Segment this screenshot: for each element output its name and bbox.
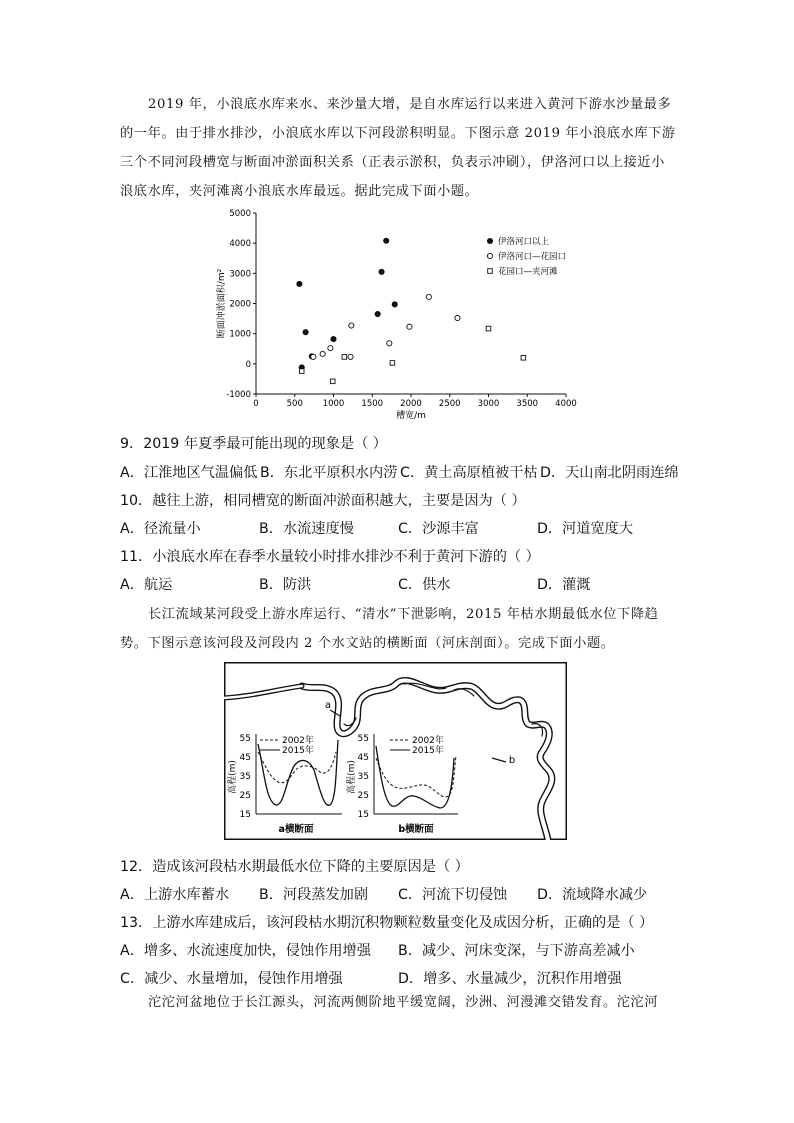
intro-line: 长江流域某河段受上游水库运行、“清水”下泄影响，2015 年枯水期最低水位下降趋 <box>148 607 659 622</box>
legend-label: 花园口—夹河滩 <box>498 267 558 278</box>
y-tick-label: 4000 <box>229 239 251 250</box>
legend-2015-label: 2015年 <box>412 746 444 756</box>
data-point <box>299 369 304 374</box>
q11-option-a[interactable]: A．航运 <box>120 577 173 593</box>
data-point <box>407 324 412 329</box>
panel-b-ylabel: 高程(m) <box>347 760 357 794</box>
chart-legend <box>487 236 566 277</box>
legend-marker <box>487 253 492 258</box>
panel-b-title: b横断面 <box>398 824 434 835</box>
data-point <box>486 326 491 331</box>
data-point <box>348 354 353 359</box>
data-point <box>390 361 395 366</box>
x-tick-label: 3500 <box>516 399 539 409</box>
data-point <box>330 379 335 384</box>
legend-marker <box>488 269 493 274</box>
panel-b-ytick: 25 <box>357 791 369 801</box>
data-point <box>297 281 302 286</box>
intro-line: 三个不同河段槽宽与断面冲淤面积关系（正表示淤积，负表示冲刷），伊洛河口以上接近小 <box>120 155 665 170</box>
x-tick-label: 3000 <box>477 399 500 409</box>
panel-a-ytick: 45 <box>239 753 251 763</box>
q10-option-b[interactable]: B．水流速度慢 <box>259 521 354 537</box>
panel-b-ytick: 55 <box>357 734 369 744</box>
station-b-label: b <box>508 755 516 766</box>
question-9-stem: 9．2019 年夏季最可能出现的现象是（ ） <box>120 436 387 452</box>
x-axis-label: 槽宽/m <box>396 411 426 421</box>
data-point <box>331 336 336 341</box>
legend-2002-label: 2002年 <box>282 736 314 746</box>
data-point <box>328 346 333 351</box>
q13-option-c[interactable]: C．减少、水量增加，侵蚀作用增强 <box>120 971 343 987</box>
data-point <box>320 351 325 356</box>
q9-option-d[interactable]: D．天山南北阴雨连绵 <box>540 465 679 481</box>
q9-option-b[interactable]: B．东北平原积水内涝 <box>260 465 398 481</box>
panel-b-ytick: 45 <box>357 753 369 763</box>
q10-option-c[interactable]: C．沙源丰富 <box>398 521 479 537</box>
panel-a-title: a横断面 <box>278 824 314 835</box>
q10-option-d[interactable]: D．河道宽度大 <box>537 521 634 537</box>
legend-2002-label: 2002年 <box>412 736 444 746</box>
q12-option-d[interactable]: D．流域降水减少 <box>537 887 648 903</box>
q12-option-b[interactable]: B．河段蒸发加剧 <box>259 887 369 903</box>
q11-option-b[interactable]: B．防洪 <box>259 577 312 593</box>
q9-option-a[interactable]: A．江淮地区气温偏低 <box>120 465 258 481</box>
data-point <box>303 330 308 335</box>
question-13-stem: 13．上游水库建成后，该河段枯水期沉积物颗粒数量变化及成因分析，正确的是（ ） <box>120 915 654 931</box>
x-tick-label: 500 <box>286 399 303 409</box>
panel-b-ytick: 15 <box>357 810 369 820</box>
x-tick-label: 2500 <box>438 399 461 409</box>
q11-option-c[interactable]: C．供水 <box>398 577 451 593</box>
q9-option-c[interactable]: C．黄土高原植被干枯 <box>400 465 538 481</box>
data-point <box>342 355 347 360</box>
data-point <box>426 294 431 299</box>
intro-line: 浪底水库，夹河滩离小浪底水库最远。据此完成下面小题。 <box>120 184 479 199</box>
y-tick-label: 2000 <box>229 299 251 310</box>
q10-option-a[interactable]: A．径流量小 <box>120 521 201 537</box>
intro-paragraph-2 <box>120 600 675 658</box>
y-tick-label: 3000 <box>229 269 251 280</box>
legend-2015-label: 2015年 <box>282 746 314 756</box>
q13-option-a[interactable]: A．增多、水流速度加快，侵蚀作用增强 <box>120 943 371 959</box>
q12-option-c[interactable]: C．河流下切侵蚀 <box>398 887 508 903</box>
x-tick-label: 0 <box>253 399 259 409</box>
intro-line: 沱沱河盆地位于长江源头，河流两侧阶地平缓宽阔，沙洲、河漫滩交错发育。沱沱河 <box>148 995 659 1010</box>
data-point <box>384 238 389 243</box>
intro-line: 势。下图示意该河段及河段内 2 个水文站的横断面（河床剖面）。完成下面小题。 <box>120 636 615 651</box>
panel-b-ytick: 35 <box>357 772 369 782</box>
x-tick-label: 4000 <box>555 399 577 409</box>
river-figure <box>224 662 567 840</box>
panel-a-ytick: 25 <box>239 791 251 801</box>
q12-option-a[interactable]: A．上游水库蓄水 <box>120 887 230 903</box>
station-a-label: a <box>324 700 332 711</box>
data-point <box>455 315 460 320</box>
x-tick-label: 2000 <box>400 399 422 409</box>
chart-points <box>297 238 526 383</box>
panel-a-ytick: 55 <box>239 734 251 744</box>
x-tick-label: 1000 <box>322 399 345 409</box>
panel-a-ytick: 35 <box>239 772 251 782</box>
y-tick-label: 1000 <box>229 329 251 340</box>
panel-a-ylabel: 高程(m) <box>228 760 238 794</box>
data-point <box>379 269 384 274</box>
data-point <box>349 323 354 328</box>
y-tick-label: 0 <box>245 359 251 370</box>
question-10-stem: 10．越往上游，相同槽宽的断面冲淤面积越大，主要是因为（ ） <box>120 493 526 509</box>
data-point <box>392 302 397 307</box>
y-tick-label: 5000 <box>229 209 251 219</box>
panel-a-ytick: 15 <box>239 810 251 820</box>
legend-marker <box>487 238 492 243</box>
y-tick-label: -1000 <box>226 390 251 400</box>
intro-line: 2019 年，小浪底水库来水、来沙量大增，是自水库运行以来进入黄河下游水沙量最多 <box>148 97 672 112</box>
y-axis-label: 断面冲淤面积/m² <box>217 268 227 339</box>
question-11-stem: 11．小浪底水库在春季水量较小时排水排沙不利于黄河下游的（ ） <box>120 549 540 565</box>
intro-paragraph-3 <box>120 988 675 1017</box>
q13-option-d[interactable]: D．增多、水量减少，沉积作用增强 <box>398 971 622 987</box>
data-point <box>521 356 526 361</box>
legend-label: 伊洛河口以上 <box>498 237 550 248</box>
legend-label: 伊洛河口—花园口 <box>498 252 567 263</box>
data-point <box>311 354 316 359</box>
data-point <box>387 341 392 346</box>
x-tick-label: 1500 <box>361 399 384 409</box>
scatter-chart <box>200 205 600 423</box>
intro-line: 的一年。由于排水排沙，小浪底水库以下河段淤积明显。下图示意 2019 年小浪底水库下游 <box>120 126 676 141</box>
data-point <box>375 311 380 316</box>
q13-option-b[interactable]: B．减少、河床变深，与下游高差减小 <box>398 943 635 959</box>
intro-paragraph-1 <box>120 90 675 206</box>
question-12-stem: 12．造成该河段枯水期最低水位下降的主要原因是（ ） <box>120 859 469 875</box>
q11-option-d[interactable]: D．灌溉 <box>537 577 591 593</box>
